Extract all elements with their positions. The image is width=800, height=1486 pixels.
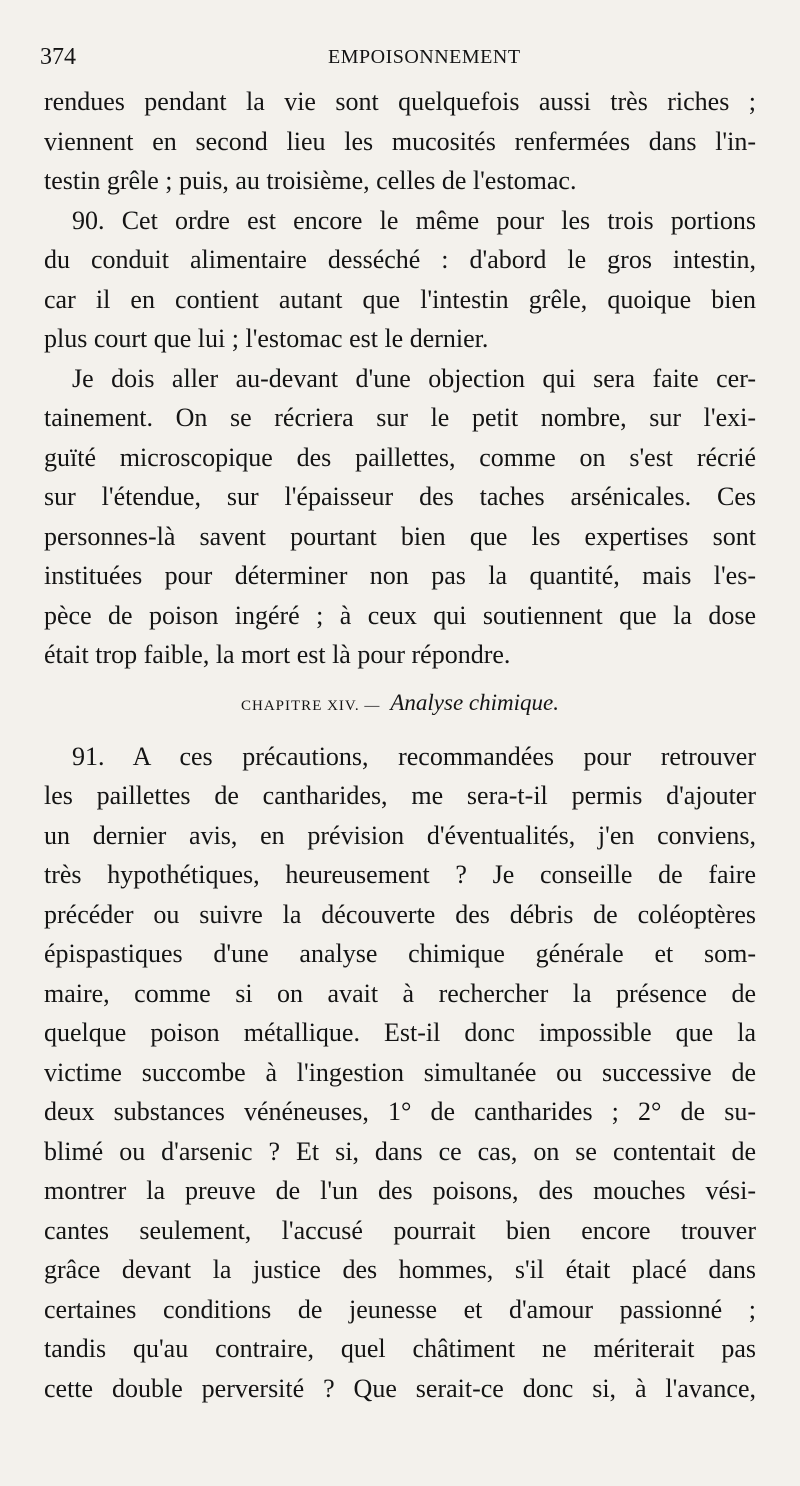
page-body: [44, 82, 756, 1408]
text-line: Je dois aller au-devant d'une objection qui sera faite cer-: [72, 363, 756, 393]
text-line: précéder ou suivre la découverte des débris de coléoptères: [44, 899, 756, 929]
text-line: un dernier avis, en prévision d'éventualités, j'en conviens,: [44, 820, 756, 850]
chapter-label: CHAPITRE XIV. —: [241, 697, 381, 714]
text-line: plus court que lui ; l'estomac est le dernier.: [44, 324, 489, 353]
text-line: épispastiques d'une analyse chimique générale et som-: [44, 939, 756, 968]
page-number: 374: [40, 44, 76, 70]
text-line: très hypothétiques, heureusement ? Je conseille de faire: [44, 860, 756, 889]
text-line: testin grêle ; puis, au troisième, celles de l'estomac.: [44, 166, 577, 195]
text-line: blimé ou d'arsenic ? Et si, dans ce cas, on se contentait de: [44, 1136, 756, 1166]
text-line: instituées pour déterminer non pas la quantité, mais l'es-: [44, 561, 756, 590]
chapter-heading: [44, 675, 756, 731]
text-line: pèce de poison ingéré ; à ceux qui soutiennent que la dose: [44, 600, 756, 630]
running-head: EMPOISONNEMENT: [328, 46, 521, 68]
text-line: personnes-là savent pourtant bien que les expertises sont: [44, 521, 756, 551]
text-line: cette double perversité ? Que serait-ce donc si, à l'avance,: [44, 1373, 756, 1403]
text-line: cantes seulement, l'accusé pourrait bien encore trouver: [44, 1215, 756, 1245]
text-line: du conduit alimentaire desséché : d'abord le gros intestin,: [44, 245, 756, 274]
page-header: [40, 40, 760, 76]
text-line: les paillettes de cantharides, me sera-t-il permis d'ajouter: [44, 781, 756, 810]
text-line: grâce devant la justice des hommes, s'il était placé dans: [44, 1255, 756, 1284]
text-line: car il en contient autant que l'intestin grêle, quoique bien: [44, 284, 756, 314]
text-line: maire, comme si on avait à rechercher la présence de: [44, 978, 756, 1008]
text-line: certaines conditions de jeunesse et d'amour passionné ;: [44, 1294, 756, 1324]
paragraph-90-line: 90. Cet ordre est encore le même pour les trois portions: [72, 205, 756, 235]
paragraph-91-line: 91. A ces précautions, recommandées pour retrouver: [72, 741, 756, 771]
text-line: était trop faible, la mort est là pour répondre.: [44, 640, 511, 669]
text-line: tandis qu'au contraire, quel châtiment ne mériterait pas: [44, 1334, 756, 1363]
text-line: montrer la preuve de l'un des poisons, des mouches vési-: [44, 1176, 756, 1205]
text-line: rendues pendant la vie sont quelquefois aussi très riches ;: [44, 87, 756, 116]
text-line: guïté microscopique des paillettes, comme on s'est récrié: [44, 442, 756, 472]
chapter-title: Analyse chimique.: [390, 689, 559, 715]
text-line: deux substances vénéneuses, 1° de cantharides ; 2° de su-: [44, 1097, 756, 1126]
text-line: tainement. On se récriera sur le petit nombre, sur l'exi-: [44, 403, 756, 432]
text-line: viennent en second lieu les mucosités renfermées dans l'in-: [44, 126, 756, 156]
text-line: sur l'étendue, sur l'épaisseur des taches arsénicales. Ces: [44, 482, 756, 511]
text-line: victime succombe à l'ingestion simultanée ou successive de: [44, 1057, 756, 1087]
text-line: quelque poison métallique. Est-il donc impossible que la: [44, 1018, 756, 1047]
